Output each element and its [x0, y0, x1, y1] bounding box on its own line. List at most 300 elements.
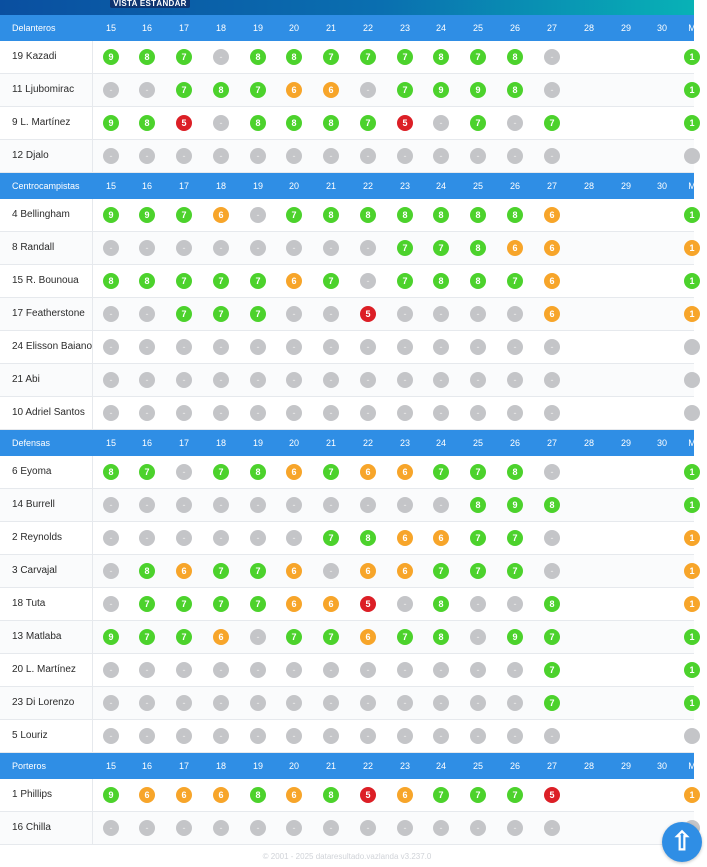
rating-dot[interactable]: - — [507, 339, 523, 355]
rating-dot[interactable]: - — [544, 820, 560, 836]
rating-dot[interactable]: - — [103, 662, 119, 678]
rating-dot[interactable]: - — [323, 820, 339, 836]
rating-dot[interactable] — [684, 728, 700, 744]
rating-dot[interactable]: - — [103, 563, 119, 579]
rating-dot[interactable]: - — [176, 372, 192, 388]
rating-dot[interactable]: 1 — [684, 787, 700, 803]
rating-dot[interactable]: 7 — [397, 629, 413, 645]
player-row[interactable] — [0, 720, 694, 753]
rating-dot[interactable]: - — [544, 148, 560, 164]
player-row[interactable] — [0, 654, 694, 687]
rating-dot[interactable]: 7 — [250, 306, 266, 322]
rating-dot[interactable]: 7 — [250, 82, 266, 98]
rating-dot[interactable]: 8 — [139, 49, 155, 65]
rating-dot[interactable]: 8 — [470, 273, 486, 289]
player-name[interactable]: 1 Phillips — [12, 789, 53, 800]
player-row[interactable] — [0, 779, 694, 812]
rating-dot[interactable]: - — [139, 662, 155, 678]
rating-dot[interactable]: - — [250, 497, 266, 513]
rating-dot[interactable]: - — [397, 695, 413, 711]
rating-dot[interactable]: - — [176, 820, 192, 836]
rating-dot[interactable]: 5 — [360, 596, 376, 612]
rating-dot[interactable]: - — [360, 695, 376, 711]
rating-dot[interactable]: 6 — [544, 306, 560, 322]
rating-dot[interactable]: 9 — [103, 49, 119, 65]
rating-dot[interactable]: 1 — [684, 115, 700, 131]
rating-dot[interactable]: - — [103, 82, 119, 98]
rating-dot[interactable]: - — [397, 148, 413, 164]
rating-dot[interactable]: 7 — [507, 787, 523, 803]
rating-dot[interactable]: - — [139, 728, 155, 744]
rating-dot[interactable]: 6 — [139, 787, 155, 803]
rating-dot[interactable]: - — [139, 82, 155, 98]
rating-dot[interactable]: 8 — [139, 115, 155, 131]
rating-dot[interactable]: 7 — [433, 563, 449, 579]
rating-dot[interactable]: - — [176, 148, 192, 164]
rating-dot[interactable]: 1 — [684, 596, 700, 612]
rating-dot[interactable]: - — [250, 530, 266, 546]
rating-dot[interactable]: - — [470, 148, 486, 164]
rating-dot[interactable]: 8 — [250, 464, 266, 480]
rating-dot[interactable]: - — [470, 728, 486, 744]
player-name[interactable]: 3 Carvajal — [12, 565, 58, 576]
rating-dot[interactable]: - — [213, 497, 229, 513]
rating-dot[interactable] — [684, 148, 700, 164]
rating-dot[interactable]: - — [213, 49, 229, 65]
rating-dot[interactable]: 8 — [103, 273, 119, 289]
rating-dot[interactable]: 8 — [507, 49, 523, 65]
rating-dot[interactable]: 7 — [213, 563, 229, 579]
rating-dot[interactable]: 7 — [250, 563, 266, 579]
rating-dot[interactable]: - — [250, 629, 266, 645]
rating-dot[interactable]: 7 — [470, 115, 486, 131]
rating-dot[interactable]: 6 — [176, 787, 192, 803]
player-name[interactable]: 24 Elisson Baiano — [12, 341, 93, 352]
rating-dot[interactable]: - — [433, 728, 449, 744]
player-name[interactable]: 9 L. Martínez — [12, 117, 71, 128]
rating-dot[interactable]: - — [103, 405, 119, 421]
rating-dot[interactable]: 7 — [176, 629, 192, 645]
rating-dot[interactable]: - — [433, 405, 449, 421]
rating-dot[interactable]: - — [433, 820, 449, 836]
rating-dot[interactable]: - — [544, 405, 560, 421]
rating-dot[interactable]: 7 — [139, 596, 155, 612]
rating-dot[interactable]: - — [176, 728, 192, 744]
rating-dot[interactable]: - — [397, 820, 413, 836]
rating-dot[interactable]: - — [360, 240, 376, 256]
player-row[interactable] — [0, 687, 694, 720]
rating-dot[interactable]: - — [250, 695, 266, 711]
rating-dot[interactable]: 7 — [213, 273, 229, 289]
rating-dot[interactable] — [684, 405, 700, 421]
rating-dot[interactable]: 7 — [176, 49, 192, 65]
rating-dot[interactable]: - — [470, 339, 486, 355]
rating-dot[interactable]: - — [360, 728, 376, 744]
rating-dot[interactable]: - — [286, 240, 302, 256]
rating-dot[interactable]: - — [139, 497, 155, 513]
rating-dot[interactable]: - — [470, 629, 486, 645]
rating-dot[interactable]: - — [103, 728, 119, 744]
rating-dot[interactable]: 8 — [433, 596, 449, 612]
rating-dot[interactable]: - — [323, 563, 339, 579]
rating-dot[interactable]: - — [103, 820, 119, 836]
rating-dot[interactable]: 7 — [176, 273, 192, 289]
rating-dot[interactable]: 6 — [397, 530, 413, 546]
rating-dot[interactable]: - — [360, 820, 376, 836]
player-name[interactable]: 11 Ljubomirac — [12, 84, 75, 95]
player-name[interactable]: 15 R. Bounoua — [12, 275, 79, 286]
rating-dot[interactable]: - — [213, 728, 229, 744]
rating-dot[interactable]: 8 — [213, 82, 229, 98]
rating-dot[interactable]: 7 — [433, 787, 449, 803]
rating-dot[interactable]: - — [250, 148, 266, 164]
rating-dot[interactable]: - — [103, 148, 119, 164]
rating-dot[interactable]: 7 — [323, 464, 339, 480]
rating-dot[interactable] — [684, 372, 700, 388]
rating-dot[interactable]: 8 — [323, 115, 339, 131]
rating-dot[interactable]: - — [250, 820, 266, 836]
rating-dot[interactable]: 8 — [323, 787, 339, 803]
rating-dot[interactable]: - — [176, 405, 192, 421]
rating-dot[interactable]: 6 — [286, 563, 302, 579]
rating-dot[interactable]: - — [139, 820, 155, 836]
rating-dot[interactable]: - — [250, 207, 266, 223]
player-name[interactable]: 4 Bellingham — [12, 209, 70, 220]
rating-dot[interactable]: 7 — [470, 464, 486, 480]
rating-dot[interactable]: - — [397, 497, 413, 513]
rating-dot[interactable]: - — [213, 148, 229, 164]
rating-dot[interactable]: - — [103, 339, 119, 355]
rating-dot[interactable]: - — [397, 596, 413, 612]
rating-dot[interactable]: 7 — [286, 629, 302, 645]
rating-dot[interactable]: 8 — [507, 207, 523, 223]
rating-dot[interactable]: 8 — [470, 207, 486, 223]
rating-dot[interactable]: 8 — [286, 115, 302, 131]
rating-dot[interactable]: - — [470, 596, 486, 612]
rating-dot[interactable]: - — [544, 339, 560, 355]
rating-dot[interactable]: 6 — [544, 207, 560, 223]
player-name[interactable]: 17 Featherstone — [12, 308, 85, 319]
player-row[interactable] — [0, 41, 694, 74]
rating-dot[interactable]: 7 — [323, 629, 339, 645]
rating-dot[interactable]: - — [139, 530, 155, 546]
player-name[interactable]: 23 Di Lorenzo — [12, 697, 75, 708]
rating-dot[interactable]: - — [470, 695, 486, 711]
rating-dot[interactable]: - — [286, 662, 302, 678]
player-row[interactable] — [0, 456, 694, 489]
rating-dot[interactable]: - — [507, 405, 523, 421]
rating-dot[interactable]: 7 — [397, 49, 413, 65]
player-name[interactable]: 10 Adriel Santos — [12, 407, 85, 418]
rating-dot[interactable]: - — [286, 405, 302, 421]
rating-dot[interactable]: 6 — [286, 464, 302, 480]
rating-dot[interactable]: - — [176, 530, 192, 546]
rating-dot[interactable]: 7 — [397, 82, 413, 98]
rating-dot[interactable]: 7 — [360, 49, 376, 65]
rating-dot[interactable]: 9 — [433, 82, 449, 98]
rating-dot[interactable]: 6 — [213, 207, 229, 223]
rating-dot[interactable]: 7 — [250, 596, 266, 612]
rating-dot[interactable]: - — [139, 405, 155, 421]
player-row[interactable] — [0, 588, 694, 621]
rating-dot[interactable]: 7 — [323, 49, 339, 65]
rating-dot[interactable]: - — [286, 339, 302, 355]
player-row[interactable] — [0, 489, 694, 522]
rating-dot[interactable]: 8 — [470, 240, 486, 256]
player-row[interactable] — [0, 555, 694, 588]
rating-dot[interactable]: - — [176, 464, 192, 480]
rating-dot[interactable]: - — [433, 695, 449, 711]
rating-dot[interactable]: - — [544, 728, 560, 744]
rating-dot[interactable]: 8 — [433, 207, 449, 223]
rating-dot[interactable]: - — [360, 372, 376, 388]
rating-dot[interactable]: 6 — [544, 273, 560, 289]
rating-dot[interactable]: - — [470, 820, 486, 836]
rating-dot[interactable]: 5 — [544, 787, 560, 803]
rating-dot[interactable]: - — [433, 497, 449, 513]
rating-dot[interactable]: - — [433, 372, 449, 388]
rating-dot[interactable]: 6 — [286, 787, 302, 803]
rating-dot[interactable]: 8 — [103, 464, 119, 480]
rating-dot[interactable]: - — [176, 339, 192, 355]
rating-dot[interactable]: 7 — [176, 207, 192, 223]
rating-dot[interactable]: 7 — [139, 464, 155, 480]
rating-dot[interactable]: - — [507, 662, 523, 678]
rating-dot[interactable]: - — [507, 148, 523, 164]
rating-dot[interactable]: 6 — [360, 563, 376, 579]
rating-dot[interactable]: 7 — [507, 563, 523, 579]
rating-dot[interactable]: 8 — [250, 115, 266, 131]
rating-dot[interactable]: - — [103, 596, 119, 612]
rating-dot[interactable]: 8 — [433, 273, 449, 289]
rating-dot[interactable]: 7 — [250, 273, 266, 289]
rating-dot[interactable]: 6 — [213, 787, 229, 803]
rating-dot[interactable]: - — [250, 405, 266, 421]
rating-dot[interactable]: - — [470, 405, 486, 421]
rating-dot[interactable]: - — [286, 306, 302, 322]
rating-dot[interactable]: - — [250, 662, 266, 678]
rating-dot[interactable]: 8 — [433, 629, 449, 645]
player-name[interactable]: 8 Randall — [12, 242, 55, 253]
player-row[interactable] — [0, 199, 694, 232]
rating-dot[interactable]: 9 — [103, 787, 119, 803]
rating-dot[interactable]: 7 — [507, 530, 523, 546]
rating-dot[interactable]: 8 — [544, 596, 560, 612]
rating-dot[interactable]: - — [176, 662, 192, 678]
rating-dot[interactable]: - — [544, 530, 560, 546]
rating-dot[interactable]: - — [507, 695, 523, 711]
rating-dot[interactable]: 8 — [286, 49, 302, 65]
rating-dot[interactable]: - — [323, 662, 339, 678]
rating-dot[interactable]: - — [397, 339, 413, 355]
rating-dot[interactable]: 8 — [360, 530, 376, 546]
rating-dot[interactable]: 9 — [103, 629, 119, 645]
rating-dot[interactable]: 6 — [433, 530, 449, 546]
rating-dot[interactable]: - — [103, 306, 119, 322]
rating-dot[interactable]: - — [286, 148, 302, 164]
rating-dot[interactable]: 8 — [544, 497, 560, 513]
rating-dot[interactable]: - — [323, 339, 339, 355]
rating-dot[interactable]: 1 — [684, 563, 700, 579]
rating-dot[interactable]: - — [213, 339, 229, 355]
rating-dot[interactable]: 6 — [323, 82, 339, 98]
rating-dot[interactable]: 5 — [397, 115, 413, 131]
rating-dot[interactable]: - — [139, 339, 155, 355]
rating-dot[interactable]: 7 — [544, 695, 560, 711]
rating-dot[interactable]: - — [433, 115, 449, 131]
rating-dot[interactable]: - — [360, 662, 376, 678]
rating-dot[interactable]: 7 — [544, 662, 560, 678]
rating-dot[interactable]: - — [360, 497, 376, 513]
rating-dot[interactable]: - — [323, 728, 339, 744]
rating-dot[interactable]: 8 — [250, 49, 266, 65]
rating-dot[interactable]: - — [397, 662, 413, 678]
rating-dot[interactable]: - — [286, 695, 302, 711]
rating-dot[interactable]: 7 — [544, 629, 560, 645]
rating-dot[interactable]: - — [507, 306, 523, 322]
rating-dot[interactable]: - — [323, 306, 339, 322]
scroll-to-top-button[interactable] — [662, 822, 702, 862]
rating-dot[interactable]: - — [507, 596, 523, 612]
player-name[interactable]: 20 L. Martínez — [12, 664, 76, 675]
player-name[interactable]: 21 Abi — [12, 374, 40, 385]
player-row[interactable] — [0, 107, 694, 140]
rating-dot[interactable]: - — [103, 372, 119, 388]
rating-dot[interactable]: - — [286, 497, 302, 513]
rating-dot[interactable]: 6 — [397, 563, 413, 579]
rating-dot[interactable]: - — [544, 563, 560, 579]
rating-dot[interactable]: - — [139, 306, 155, 322]
rating-dot[interactable]: - — [286, 530, 302, 546]
rating-dot[interactable]: 1 — [684, 497, 700, 513]
rating-dot[interactable]: 9 — [507, 497, 523, 513]
player-name[interactable]: 12 Djalo — [12, 150, 49, 161]
player-name[interactable]: 13 Matlaba — [12, 631, 62, 642]
rating-dot[interactable]: 7 — [286, 207, 302, 223]
rating-dot[interactable]: 8 — [470, 497, 486, 513]
rating-dot[interactable]: 6 — [176, 563, 192, 579]
rating-dot[interactable]: - — [139, 148, 155, 164]
player-row[interactable] — [0, 364, 694, 397]
player-name[interactable]: 5 Louriz — [12, 730, 48, 741]
rating-dot[interactable]: - — [139, 372, 155, 388]
rating-dot[interactable]: - — [323, 497, 339, 513]
rating-dot[interactable]: - — [176, 240, 192, 256]
rating-dot[interactable]: - — [139, 240, 155, 256]
rating-dot[interactable]: - — [470, 372, 486, 388]
rating-dot[interactable]: - — [544, 464, 560, 480]
rating-dot[interactable]: - — [213, 695, 229, 711]
rating-dot[interactable]: - — [433, 148, 449, 164]
rating-dot[interactable]: - — [213, 530, 229, 546]
rating-dot[interactable]: 9 — [103, 115, 119, 131]
rating-dot[interactable]: - — [323, 240, 339, 256]
rating-dot[interactable]: 7 — [176, 306, 192, 322]
rating-dot[interactable]: 1 — [684, 49, 700, 65]
rating-dot[interactable]: - — [286, 820, 302, 836]
player-row[interactable] — [0, 331, 694, 364]
rating-dot[interactable]: - — [397, 306, 413, 322]
rating-dot[interactable]: 6 — [507, 240, 523, 256]
rating-dot[interactable]: - — [286, 372, 302, 388]
rating-dot[interactable]: 6 — [286, 82, 302, 98]
rating-dot[interactable]: - — [176, 695, 192, 711]
rating-dot[interactable]: 7 — [213, 464, 229, 480]
rating-dot[interactable]: - — [103, 497, 119, 513]
rating-dot[interactable]: 6 — [360, 464, 376, 480]
rating-dot[interactable]: 6 — [397, 464, 413, 480]
rating-dot[interactable]: 7 — [470, 530, 486, 546]
rating-dot[interactable]: 6 — [360, 629, 376, 645]
rating-dot[interactable]: 9 — [139, 207, 155, 223]
player-name[interactable]: 14 Burrell — [12, 499, 55, 510]
rating-dot[interactable]: - — [360, 405, 376, 421]
rating-dot[interactable]: 7 — [433, 464, 449, 480]
rating-dot[interactable]: - — [250, 240, 266, 256]
rating-dot[interactable]: - — [397, 728, 413, 744]
rating-dot[interactable]: 1 — [684, 306, 700, 322]
rating-dot[interactable]: - — [250, 372, 266, 388]
rating-dot[interactable]: - — [507, 728, 523, 744]
rating-dot[interactable]: - — [544, 49, 560, 65]
rating-dot[interactable]: 6 — [286, 596, 302, 612]
rating-dot[interactable]: 8 — [360, 207, 376, 223]
rating-dot[interactable]: - — [103, 240, 119, 256]
rating-dot[interactable]: 7 — [176, 596, 192, 612]
rating-dot[interactable]: - — [213, 662, 229, 678]
rating-dot[interactable]: - — [103, 530, 119, 546]
player-name[interactable]: 2 Reynolds — [12, 532, 63, 543]
rating-dot[interactable]: 9 — [507, 629, 523, 645]
player-row[interactable] — [0, 265, 694, 298]
rating-dot[interactable]: 5 — [360, 787, 376, 803]
rating-dot[interactable]: 7 — [397, 273, 413, 289]
rating-dot[interactable]: - — [103, 695, 119, 711]
player-row[interactable] — [0, 232, 694, 265]
rating-dot[interactable]: - — [213, 405, 229, 421]
rating-dot[interactable]: - — [360, 339, 376, 355]
rating-dot[interactable]: - — [250, 728, 266, 744]
rating-dot[interactable]: 7 — [433, 240, 449, 256]
rating-dot[interactable]: - — [507, 115, 523, 131]
rating-dot[interactable]: - — [470, 306, 486, 322]
rating-dot[interactable]: 7 — [139, 629, 155, 645]
rating-dot[interactable]: 1 — [684, 273, 700, 289]
rating-dot[interactable]: - — [397, 405, 413, 421]
rating-dot[interactable]: 6 — [213, 629, 229, 645]
rating-dot[interactable]: 7 — [323, 273, 339, 289]
player-row[interactable] — [0, 140, 694, 173]
rating-dot[interactable]: - — [323, 148, 339, 164]
rating-dot[interactable]: - — [213, 115, 229, 131]
player-row[interactable] — [0, 298, 694, 331]
player-name[interactable]: 18 Tuta — [12, 598, 46, 609]
rating-dot[interactable]: - — [360, 82, 376, 98]
rating-dot[interactable]: - — [433, 306, 449, 322]
rating-dot[interactable]: 9 — [470, 82, 486, 98]
rating-dot[interactable]: 9 — [103, 207, 119, 223]
player-name[interactable]: 6 Eyoma — [12, 466, 52, 477]
player-row[interactable] — [0, 74, 694, 107]
rating-dot[interactable]: 5 — [360, 306, 376, 322]
rating-dot[interactable]: 8 — [250, 787, 266, 803]
rating-dot[interactable]: 7 — [470, 49, 486, 65]
rating-dot[interactable]: 7 — [176, 82, 192, 98]
rating-dot[interactable]: - — [139, 695, 155, 711]
rating-dot[interactable]: - — [360, 273, 376, 289]
player-row[interactable] — [0, 621, 694, 654]
player-row[interactable] — [0, 397, 694, 430]
